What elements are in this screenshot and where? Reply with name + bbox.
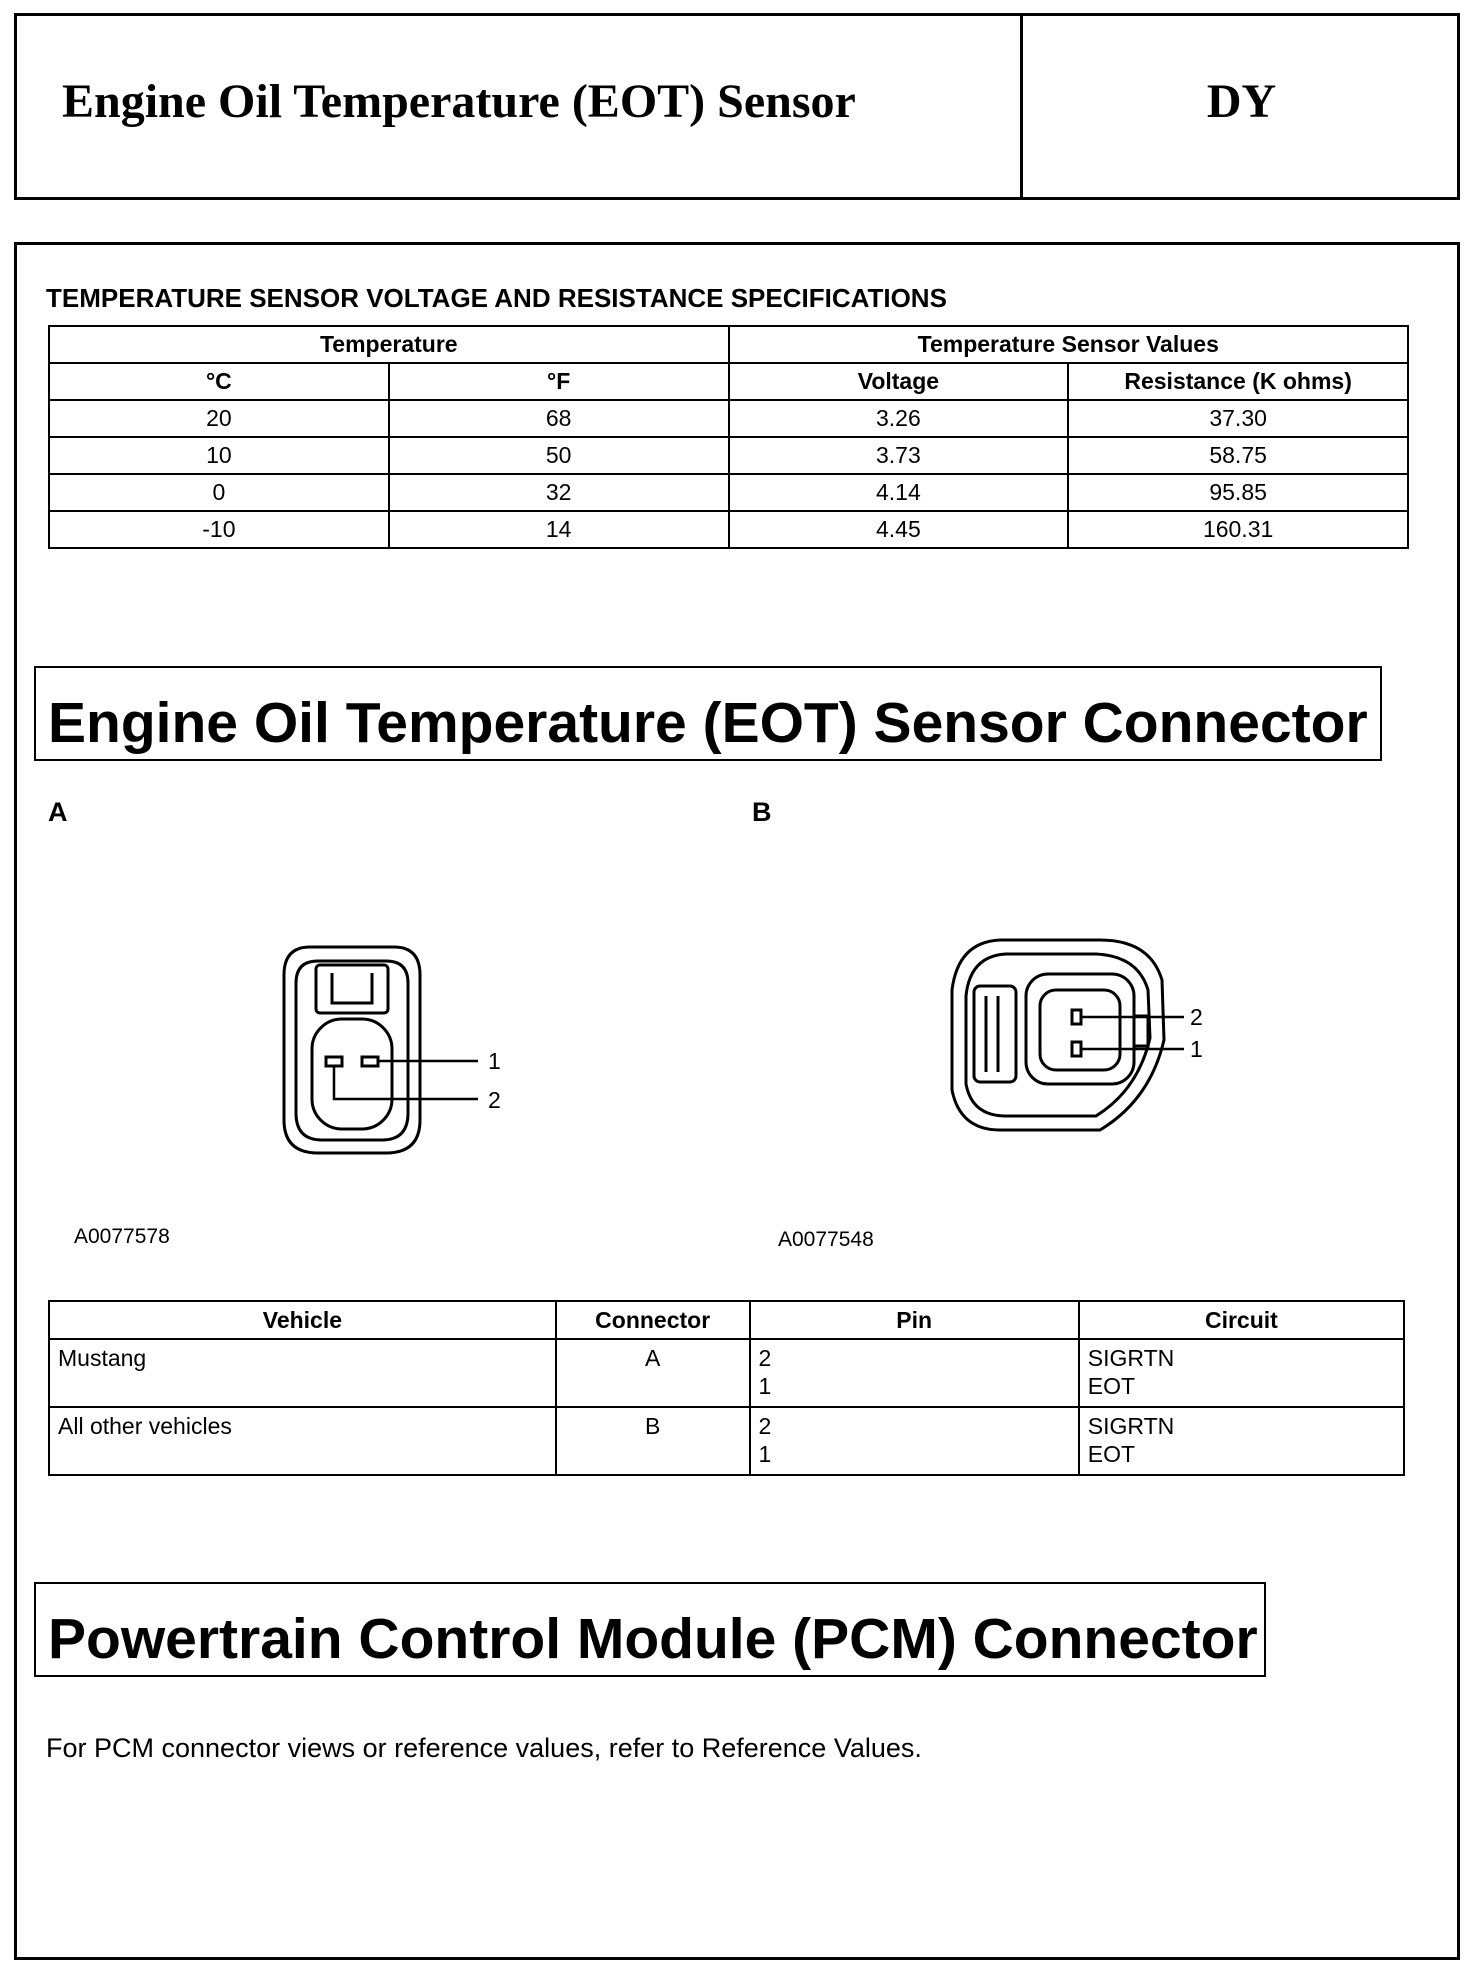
celsius-cell: 20: [49, 400, 389, 437]
voltage-cell: 3.73: [729, 437, 1069, 474]
table-row: [49, 437, 1408, 474]
connector-b-outer-shell: [952, 940, 1164, 1130]
connector-a-diagram: [270, 935, 510, 1165]
connector-a-outer-shell: [284, 947, 420, 1153]
circuit-value: SIGRTN: [1087, 1413, 1175, 1439]
connector-a-pin-2-leader: [334, 1066, 478, 1099]
connector-a-pin-2-label: 2: [488, 1087, 501, 1113]
connector-b-pin-cavity: [1040, 990, 1120, 1070]
pin-header: Pin: [750, 1301, 1079, 1339]
connector-b-label: B: [752, 797, 772, 827]
pcm-reference-note: For PCM connector views or reference values, refer to Reference Values.: [46, 1733, 922, 1763]
pin-value: 2: [758, 1413, 772, 1439]
resistance-cell: 160.31: [1068, 511, 1408, 548]
spec-column-header-row: [49, 363, 1408, 400]
resistance-cell: 37.30: [1068, 400, 1408, 437]
circuit-cell: [1079, 1407, 1404, 1475]
circuit-value: SIGRTN: [1087, 1345, 1175, 1371]
connector-b-pin-1-terminal: [1072, 1042, 1081, 1056]
resistance-header: Resistance (K ohms): [1068, 363, 1408, 400]
connector-header: Connector: [556, 1301, 750, 1339]
pin-cell: [750, 1407, 1079, 1475]
connector-a-latch: [316, 965, 388, 1013]
circuit-value: EOT: [1087, 1441, 1136, 1467]
circuit-cell: [1079, 1339, 1404, 1407]
connector-a-label: A: [48, 797, 68, 827]
pcm-connector-section-title: Powertrain Control Module (PCM) Connector: [34, 1582, 1266, 1677]
connector-a-pin-1-label: 1: [488, 1048, 501, 1074]
temperature-group-header: Temperature: [49, 326, 729, 363]
resistance-cell: 95.85: [1068, 474, 1408, 511]
connector-a-latch-tab: [332, 973, 372, 1003]
resistance-cell: 58.75: [1068, 437, 1408, 474]
table-row: [49, 511, 1408, 548]
celsius-cell: 0: [49, 474, 389, 511]
spec-heading: TEMPERATURE SENSOR VOLTAGE AND RESISTANCE SPECIFICATIONS: [46, 283, 947, 313]
circuit-value: EOT: [1087, 1373, 1136, 1399]
fahrenheit-cell: 68: [389, 400, 729, 437]
figure-a-id: A0077578: [74, 1225, 170, 1248]
eot-connector-section-title: Engine Oil Temperature (EOT) Sensor Connector: [34, 666, 1382, 761]
vehicle-header: Vehicle: [49, 1301, 556, 1339]
vehicle-cell: All other vehicles: [49, 1407, 556, 1475]
connector-cell: B: [556, 1407, 750, 1475]
sensor-values-group-header: Temperature Sensor Values: [729, 326, 1409, 363]
connector-a-pin-cavity: [312, 1019, 392, 1129]
pin-value: 2: [758, 1345, 772, 1371]
voltage-cell: 4.45: [729, 511, 1069, 548]
vehicle-connector-table: [48, 1300, 1405, 1476]
pin-value: 1: [758, 1373, 772, 1399]
page-title: Engine Oil Temperature (EOT) Sensor: [62, 75, 856, 128]
table-row: [49, 1339, 1404, 1407]
fahrenheit-cell: 14: [389, 511, 729, 548]
connector-b-key-tab: [1134, 1016, 1148, 1046]
celsius-header: °C: [49, 363, 389, 400]
fahrenheit-header: °F: [389, 363, 729, 400]
circuit-header: Circuit: [1079, 1301, 1404, 1339]
connector-b-diagram: [940, 930, 1240, 1140]
vehicle-cell: Mustang: [49, 1339, 556, 1407]
table-row: [49, 1407, 1404, 1475]
celsius-cell: -10: [49, 511, 389, 548]
connector-a-pin-1-terminal: [362, 1057, 378, 1066]
connector-b-pin-1-label: 1: [1190, 1036, 1203, 1062]
voltage-cell: 3.26: [729, 400, 1069, 437]
voltage-cell: 4.14: [729, 474, 1069, 511]
spec-table: [48, 325, 1409, 549]
voltage-header: Voltage: [729, 363, 1069, 400]
spec-group-header-row: [49, 326, 1408, 363]
connector-b-pin-2-label: 2: [1190, 1004, 1203, 1030]
fahrenheit-cell: 32: [389, 474, 729, 511]
pin-value: 1: [758, 1441, 772, 1467]
table-row: [49, 400, 1408, 437]
fahrenheit-cell: 50: [389, 437, 729, 474]
connector-b-inner-shell: [966, 954, 1150, 1116]
table-row: [49, 474, 1408, 511]
vehicle-table-header-row: [49, 1301, 1404, 1339]
pin-cell: [750, 1339, 1079, 1407]
celsius-cell: 10: [49, 437, 389, 474]
figure-b-id: A0077548: [778, 1228, 874, 1251]
connector-cell: A: [556, 1339, 750, 1407]
connector-a-pin-2-terminal: [326, 1057, 342, 1066]
connector-b-pin-2-terminal: [1072, 1010, 1081, 1024]
connector-b-latch: [974, 986, 1016, 1082]
section-code: DY: [1206, 75, 1277, 128]
